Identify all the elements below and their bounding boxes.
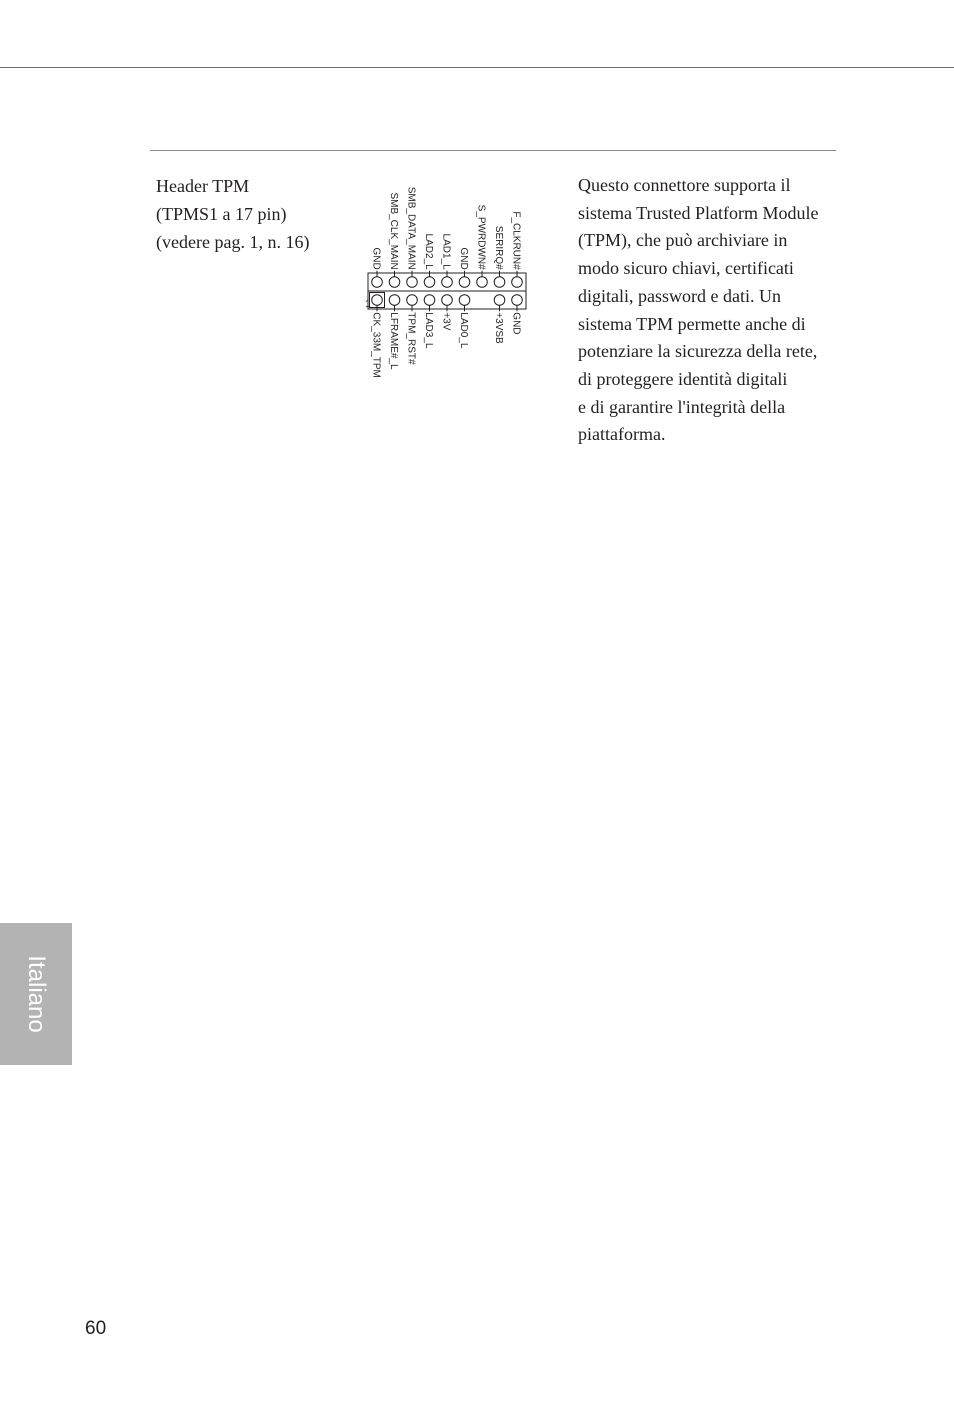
description-line: sistema TPM permette anche di: [578, 313, 806, 334]
description-line: (TPM), che può archiviare in: [578, 230, 788, 251]
pin-top: [389, 277, 400, 288]
description-line: modo sicuro chiavi, certificati: [578, 258, 794, 279]
pin-top-label: SMB_CLK_MAIN: [388, 192, 399, 270]
pin-bottom: [512, 295, 523, 306]
pin-bottom: [372, 295, 383, 306]
pin-top-label: SERIRQ#: [493, 225, 504, 270]
tpm-pin-diagram: [350, 170, 550, 400]
connector-title-line: (TPMS1 a 17 pin): [156, 204, 287, 224]
pin-top: [459, 277, 470, 288]
pin-bottom-label: GND: [510, 312, 522, 335]
pin-bottom: [459, 295, 470, 306]
pin-bottom-label: CK_33M_TPM: [370, 312, 382, 378]
pin-top: [372, 277, 383, 288]
pin-top-label: GND: [370, 247, 382, 270]
description-line: e di garantire l'integrità della: [578, 396, 786, 417]
pin-top: [407, 277, 418, 288]
section-rule: [150, 150, 836, 151]
description-line: di proteggere identità digitali: [578, 368, 788, 389]
connector-description: [578, 172, 819, 449]
connector-title: [156, 172, 309, 256]
pin-bottom-label: LFRAME#_L: [388, 312, 399, 370]
description-line: Questo connettore supporta il: [578, 175, 791, 195]
pin-top: [442, 277, 453, 288]
pin-top-label: S_PWRDWN#: [475, 204, 487, 270]
pin-bottom: [424, 295, 435, 306]
language-tab: [0, 923, 72, 1065]
top-rule: [0, 67, 954, 68]
pin-top-label: GND: [458, 247, 469, 270]
pin-top: [424, 277, 435, 288]
pin-bottom: [389, 295, 400, 306]
pin-bottom-label: LAD3_L: [423, 312, 434, 349]
pin-bottom-label: LAD0_L: [458, 312, 469, 349]
connector-title-line: (vedere pag. 1, n. 16): [156, 232, 310, 252]
connector-title-line: Header TPM: [156, 176, 250, 196]
language-label: Italiano: [23, 955, 50, 1033]
pin-bottom: [442, 295, 453, 306]
description-line: piattaforma.: [578, 424, 666, 445]
description-line: sistema Trusted Platform Module: [578, 202, 819, 223]
description-line: digitali, password e dati. Un: [578, 285, 781, 306]
pin-bottom-label: +3V: [440, 312, 452, 331]
pin-group: [371, 187, 523, 378]
pin-bottom: [494, 295, 505, 306]
pin-top-label: LAD2_L: [423, 233, 434, 270]
pin-bottom-label: TPM_RST#: [405, 312, 417, 365]
pin-bottom-label: +3VSB: [493, 312, 504, 344]
pin-top: [494, 277, 505, 288]
pin-top-label: LAD1_L: [440, 233, 452, 270]
pin-1-label: 1: [365, 299, 371, 310]
pin-top: [477, 277, 488, 288]
pin-top-label: SMB_DATA_MAIN: [405, 186, 417, 270]
pin-bottom: [407, 295, 418, 306]
pin-top-label: F_CLKRUN#: [510, 211, 522, 270]
pin-top: [512, 277, 523, 288]
description-line: potenziare la sicurezza della rete,: [578, 341, 818, 362]
page-number: 60: [85, 1318, 107, 1339]
